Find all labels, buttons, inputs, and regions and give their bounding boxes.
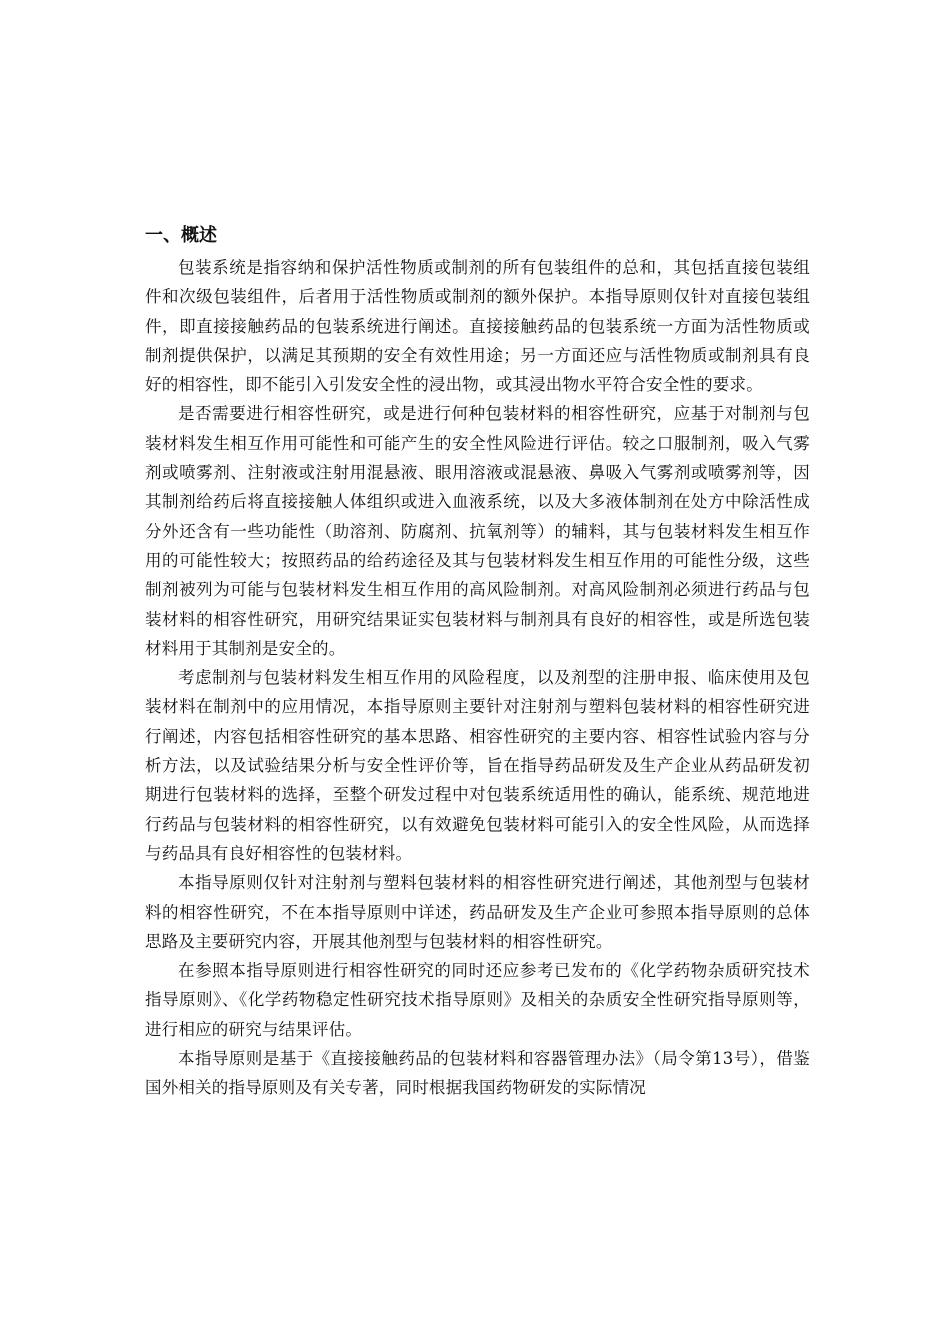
paragraph-other-dosage-forms: 本指导原则仅针对注射剂与塑料包装材料的相容性研究进行阐述，其他剂型与包装材料的相容性研究，不在本指导原则中详述，药品研发及生产企业可参照本指导原则的总体思路及主要研究内容，开展其他剂型与包装材料的相容性研究。	[145, 873, 810, 951]
section-overview	[145, 221, 810, 1103]
paragraph-packaging-system: 包装系统是指容纳和保护活性物质或制剂的所有包装组件的总和，其包括直接包装组件和次级包装组件，后者用于活性物质或制剂的额外保护。本指导原则仅针对直接包装组件，即直接接触药品的包装系统进行阐述。直接接触药品的包装系统一方面为活性物质或制剂提供保护，以满足其预期的安全有效性用途；另一方面还应与活性物质或制剂具有良好的相容性，即不能引入引发安全性的浸出物，或其浸出物水平符合安全性的要求。	[145, 258, 810, 395]
paragraph-risk-assessment: 是否需要进行相容性研究，或是进行何种包装材料的相容性研究，应基于对制剂与包装材料发生相互作用可能性和可能产生的安全性风险进行评估。较之口服制剂，吸入气雾剂或喷雾剂、注射液或注射用混悬液、眼用溶液或混悬液、鼻吸入气雾剂或喷雾剂等，因其制剂给药后将直接接触人体组织或进入血液系统，以及大多液体制剂在处方中除活性成分外还含有一些功能性（助溶剂、防腐剂、抗氧剂等）的辅料，其与包装材料发生相互作用的可能性较大；按照药品的给药途径及其与包装材料发生相互作用的可能性分级，这些制剂被列为可能与包装材料发生相互作用的高风险制剂。对高风险制剂必须进行药品与包装材料的相容性研究，用研究结果证实包装材料与制剂具有良好的相容性，或是所选包装材料用于其制剂是安全的。	[145, 404, 810, 658]
paragraph-basis: 本指导原则是基于《直接接触药品的包装材料和容器管理办法》（局令第13号），借鉴国外相关的指导原则及有关专著，同时根据我国药物研发的实际情况	[145, 1049, 810, 1098]
section-heading: 一、概述	[145, 225, 217, 246]
paragraph-scope: 考虑制剂与包装材料发生相互作用的风险程度，以及剂型的注册申报、临床使用及包装材料在制剂中的应用情况，本指导原则主要针对注射剂与塑料包装材料的相容性研究进行阐述，内容包括相容性研究的基本思路、相容性研究的主要内容、相容性试验内容与分析方法，以及试验结果分析与安全性评价等，旨在指导药品研发及生产企业从药品研发初期进行包装材料的选择，至整个研发过程中对包装系统适用性的确认，能系统、规范地进行药品与包装材料的相容性研究，以有效避免包装材料可能引入的安全性风险，从而选择与药品具有良好相容性的包装材料。	[145, 668, 810, 863]
paragraph-related-guidelines: 在参照本指导原则进行相容性研究的同时还应参考已发布的《化学药物杂质研究技术指导原则》、《化学药物稳定性研究技术指导原则》及相关的杂质安全性研究指导原则等，进行相应的研究与结果评估。	[145, 961, 810, 1039]
